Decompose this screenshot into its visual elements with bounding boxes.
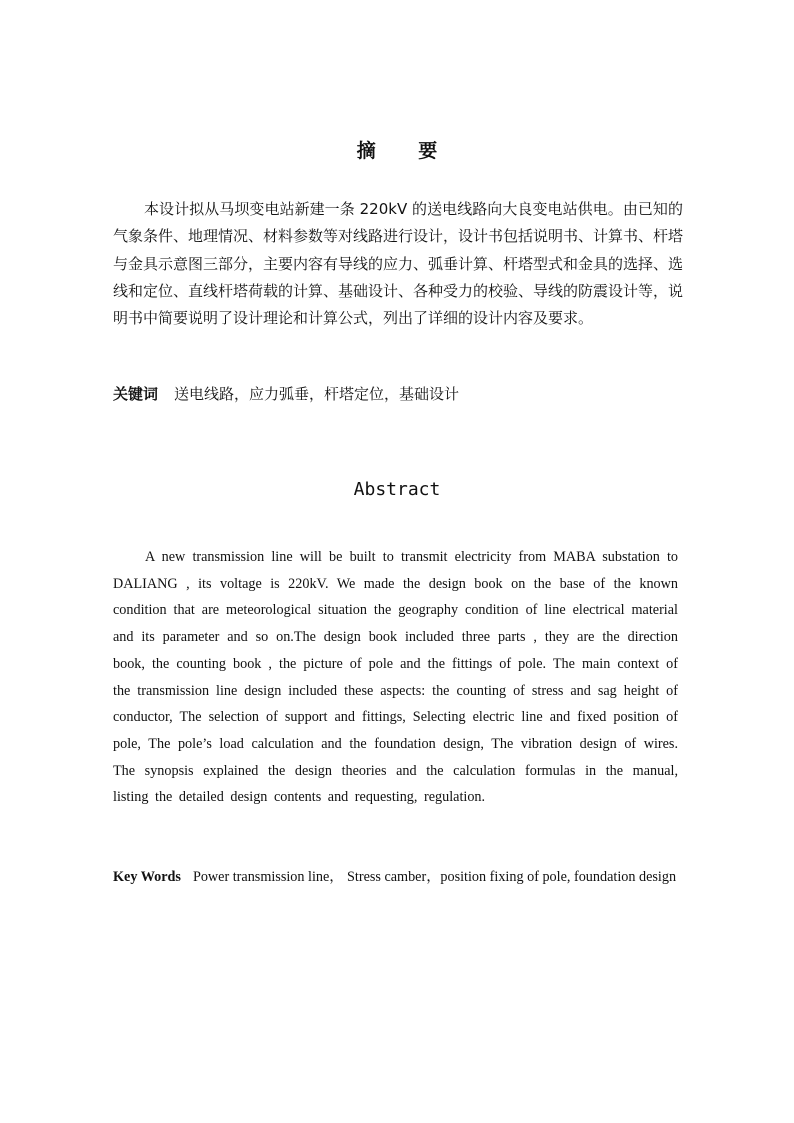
chinese-abstract-title: 摘 要: [356, 140, 456, 162]
english-keywords-text: Power transmission line， Stress camber，position fixing of pole, foundation design: [192, 869, 677, 885]
chinese-keywords: [113, 381, 683, 408]
chinese-abstract-text: 本设计拟从马坝变电站新建一条 220kV 的送电线路向大良变电站供电。由已知的气象条件、地理情况、材料参数等对线路进行设计，设计书包括说明书、计算书、杆塔与金具示意图三部分，主要内容有导线的应力、弧垂计算、杆塔型式和金具的选择、选线和定位、直线杆塔荷载的计算、基础设计、各种受力的校验、导线的防震设计等，说明书中简要说明了设计理论和计算公式，列出了详细的设计内容及要求。: [113, 200, 684, 328]
english-abstract-title: Abstract: [353, 479, 441, 500]
english-keywords-label: Key Words: [113, 869, 181, 885]
chinese-keywords-text: 送电线路，应力弧垂，杆塔定位，基础设计: [174, 385, 460, 403]
english-keywords: [113, 864, 678, 891]
chinese-keywords-label: 关键词: [113, 385, 159, 403]
english-abstract-text: A new transmission line will be built to transmit electricity from MABA substation to DALIANG , its voltage is 220kV. We made the design book on the base of the known condition that are meteorological situation the geography condition of line electrical material and its parameter and so on.The design book included three parts , they are the direction book, the counting book , the picture of pole and the fittings of pole. The main context of the transmission line design included these aspects: the counting of stress and sag height of conductor, The selection of support and fittings, Selecting electric line and fixed position of pole, The pole’s load calculation and the foundation design, The vibration design of wires. The synopsis explained the design theories and the calculation formulas in the manual, listing the detailed design contents and requesting, regulation.: [113, 549, 678, 806]
